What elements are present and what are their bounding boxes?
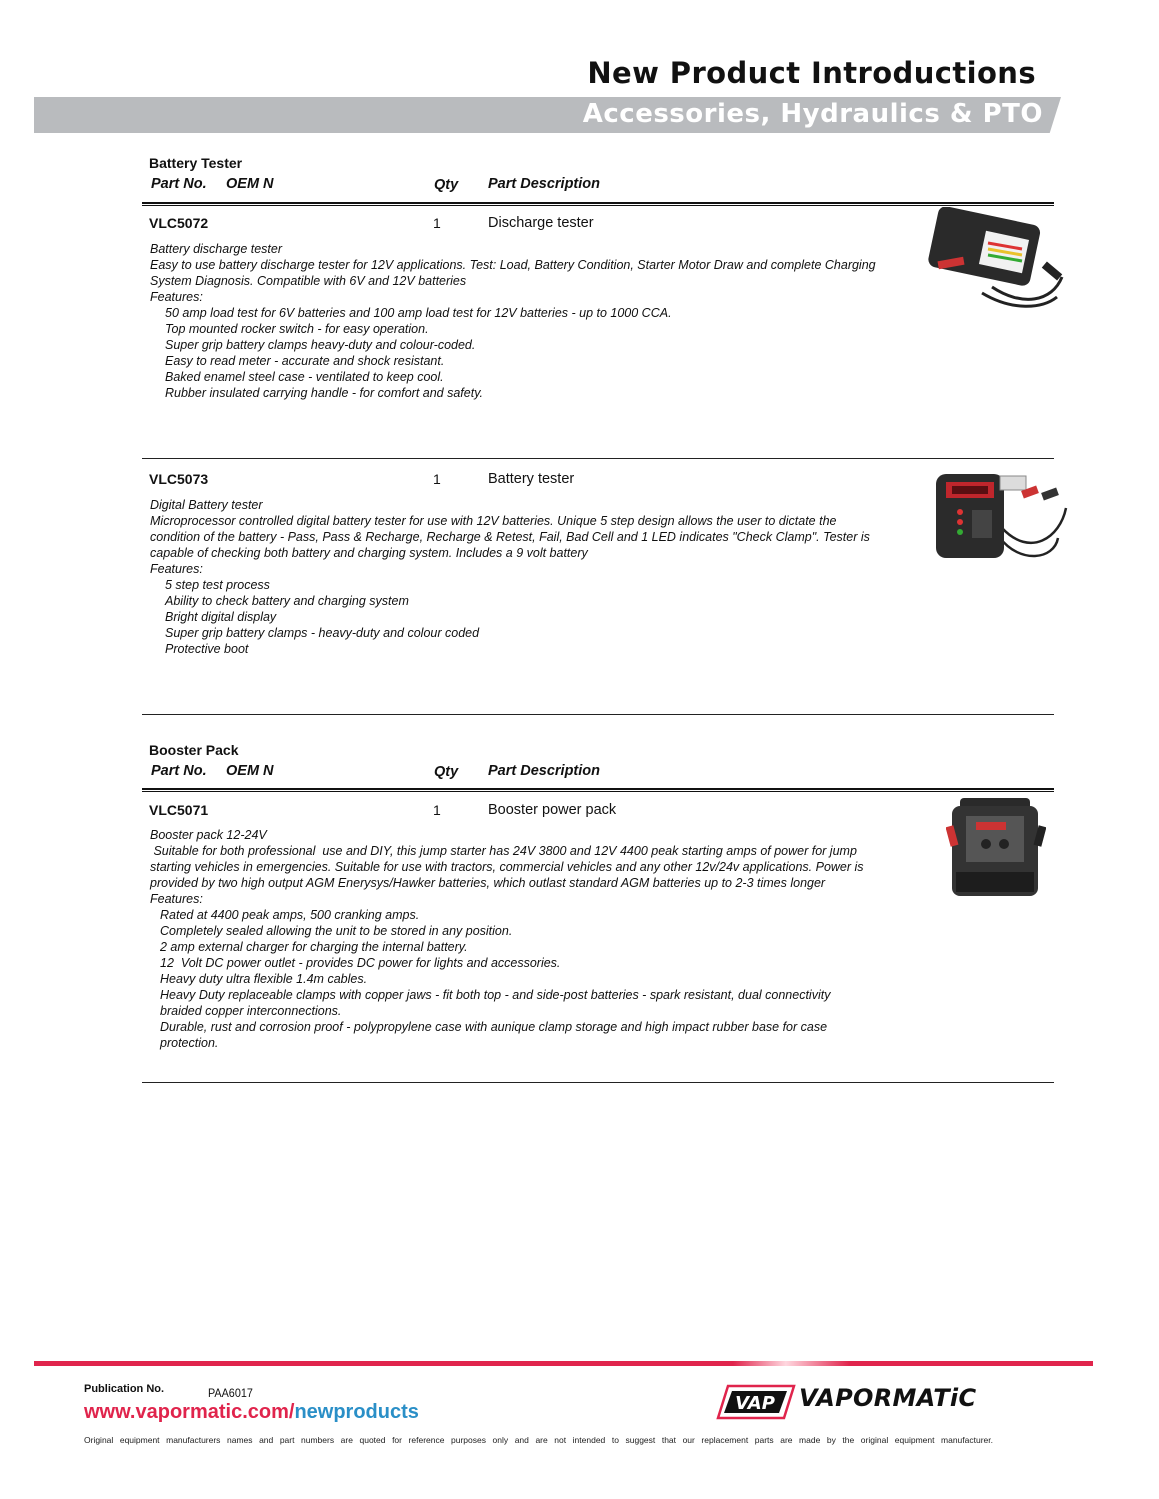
column-header-oem: OEM N <box>226 763 274 779</box>
section-divider <box>142 1082 1054 1083</box>
section-title: Booster Pack <box>149 742 239 758</box>
detail-line: starting vehicles in emergencies. Suitable for use with tractors, commercial vehicles and any other 12v/24v applications. Power is <box>150 860 864 874</box>
features-label: Features: <box>150 290 203 304</box>
product-divider <box>142 458 1054 459</box>
header-rule <box>142 788 1054 792</box>
feature-item: 5 step test process <box>165 578 270 592</box>
feature-item: Super grip battery clamps heavy-duty and colour-coded. <box>165 338 476 352</box>
detail-line: System Diagnosis. Compatible with 6V and 12V batteries <box>150 274 467 288</box>
feature-item: Heavy Duty replaceable clamps with copper jaws - fit both top - and side-post batteries - spark resistant, dual connectivity <box>160 988 831 1002</box>
column-header-description: Part Description <box>488 763 600 779</box>
feature-item: Super grip battery clamps - heavy-duty and colour coded <box>165 626 480 640</box>
disclaimer: Original equipment manufacturers names and part numbers are quoted for reference purposes only and are not intended to suggest that our replacement parts are made by the original equipment manufacturer. <box>84 1435 993 1445</box>
page-subtitle: Accessories, Hydraulics & PTO <box>582 99 1043 129</box>
feature-item: Rubber insulated carrying handle - for comfort and safety. <box>165 386 483 400</box>
url-path: newproducts <box>294 1401 419 1423</box>
detail-line: Digital Battery tester <box>150 498 263 512</box>
product-details <box>150 827 925 1051</box>
feature-item: Ability to check battery and charging system <box>165 594 409 608</box>
product-details <box>150 241 925 401</box>
footer-rule <box>34 1361 1093 1366</box>
product-description: Battery tester <box>488 471 575 487</box>
features-label: Features: <box>150 562 203 576</box>
publication-label: Publication No. <box>84 1383 165 1395</box>
feature-item: Baked enamel steel case - ventilated to keep cool. <box>165 370 444 384</box>
logo-mark: VAP <box>735 1393 775 1414</box>
column-header-part-no: Part No. <box>151 176 207 192</box>
booster-pack-image <box>946 796 1046 900</box>
product-details <box>150 497 925 657</box>
feature-item: Top mounted rocker switch - for easy operation. <box>165 322 429 336</box>
header-rule <box>142 202 1054 206</box>
product-qty: 1 <box>433 215 441 231</box>
column-header-qty: Qty <box>434 764 459 780</box>
product-part-no: VLC5072 <box>149 215 209 231</box>
url-main: www.vapormatic.com/ <box>84 1401 295 1423</box>
feature-item: 50 amp load test for 6V batteries and 100 amp load test for 12V batteries - up to 1000 CCA. <box>165 306 672 320</box>
detail-line: provided by two high output AGM Enerysys/Hawker batteries, which outlast standard AGM batteries up to 2-3 times longer <box>150 876 826 890</box>
feature-item: protection. <box>160 1036 219 1050</box>
digital-battery-tester-image <box>930 468 1070 564</box>
vap-logo-icon <box>716 1384 796 1420</box>
feature-item: braided copper interconnections. <box>160 1004 342 1018</box>
feature-item: Rated at 4400 peak amps, 500 cranking amps. <box>160 908 420 922</box>
product-part-no: VLC5073 <box>149 471 209 487</box>
feature-item: 2 amp external charger for charging the internal battery. <box>160 940 468 954</box>
feature-item: Durable, rust and corrosion proof - polypropylene case with aunique clamp storage and high impact rubber base for case <box>160 1020 828 1034</box>
page-title: New Product Introductions <box>587 56 1036 90</box>
product-qty: 1 <box>433 802 441 818</box>
feature-item: 12 Volt DC power outlet - provides DC power for lights and accessories. <box>160 956 561 970</box>
feature-item: Bright digital display <box>165 610 277 624</box>
logo-text: VAPORMATiC <box>799 1384 977 1412</box>
detail-line: Microprocessor controlled digital battery tester for use with 12V batteries. Unique 5 step design allows the user to dictate the <box>150 514 837 528</box>
feature-item: Protective boot <box>165 642 249 656</box>
product-part-no: VLC5071 <box>149 802 209 818</box>
column-header-qty: Qty <box>434 177 459 193</box>
column-header-part-no: Part No. <box>151 763 207 779</box>
discharge-tester-image <box>922 207 1072 311</box>
section-divider <box>142 714 1054 715</box>
vapormatic-logo <box>716 1384 796 1425</box>
feature-item: Heavy duty ultra flexible 1.4m cables. <box>160 972 368 986</box>
feature-item: Easy to read meter - accurate and shock resistant. <box>165 354 445 368</box>
detail-line: Battery discharge tester <box>150 242 283 256</box>
product-qty: 1 <box>433 471 441 487</box>
features-label: Features: <box>150 892 203 906</box>
section-title: Battery Tester <box>149 155 243 171</box>
website-link[interactable] <box>84 1401 419 1424</box>
product-description: Discharge tester <box>488 215 594 231</box>
detail-line: condition of the battery - Pass, Pass & Recharge, Recharge & Retest, Fail, Bad Cell and 1 LED indicates "Check Clamp". Tester is <box>150 530 870 544</box>
detail-line: Suitable for both professional use and DIY, this jump starter has 24V 3800 and 12V 4400 peak starting amps of power for jump <box>150 844 857 858</box>
column-header-oem: OEM N <box>226 176 274 192</box>
detail-line: Easy to use battery discharge tester for 12V applications. Test: Load, Battery Condition, Starter Motor Draw and complete Charging <box>150 258 876 272</box>
product-description: Booster power pack <box>488 802 617 818</box>
feature-item: Completely sealed allowing the unit to be stored in any position. <box>160 924 513 938</box>
column-header-description: Part Description <box>488 176 600 192</box>
detail-line: capable of checking both battery and charging system. Includes a 9 volt battery <box>150 546 588 560</box>
publication-number: PAA6017 <box>208 1386 253 1400</box>
detail-line: Booster pack 12-24V <box>150 828 267 842</box>
